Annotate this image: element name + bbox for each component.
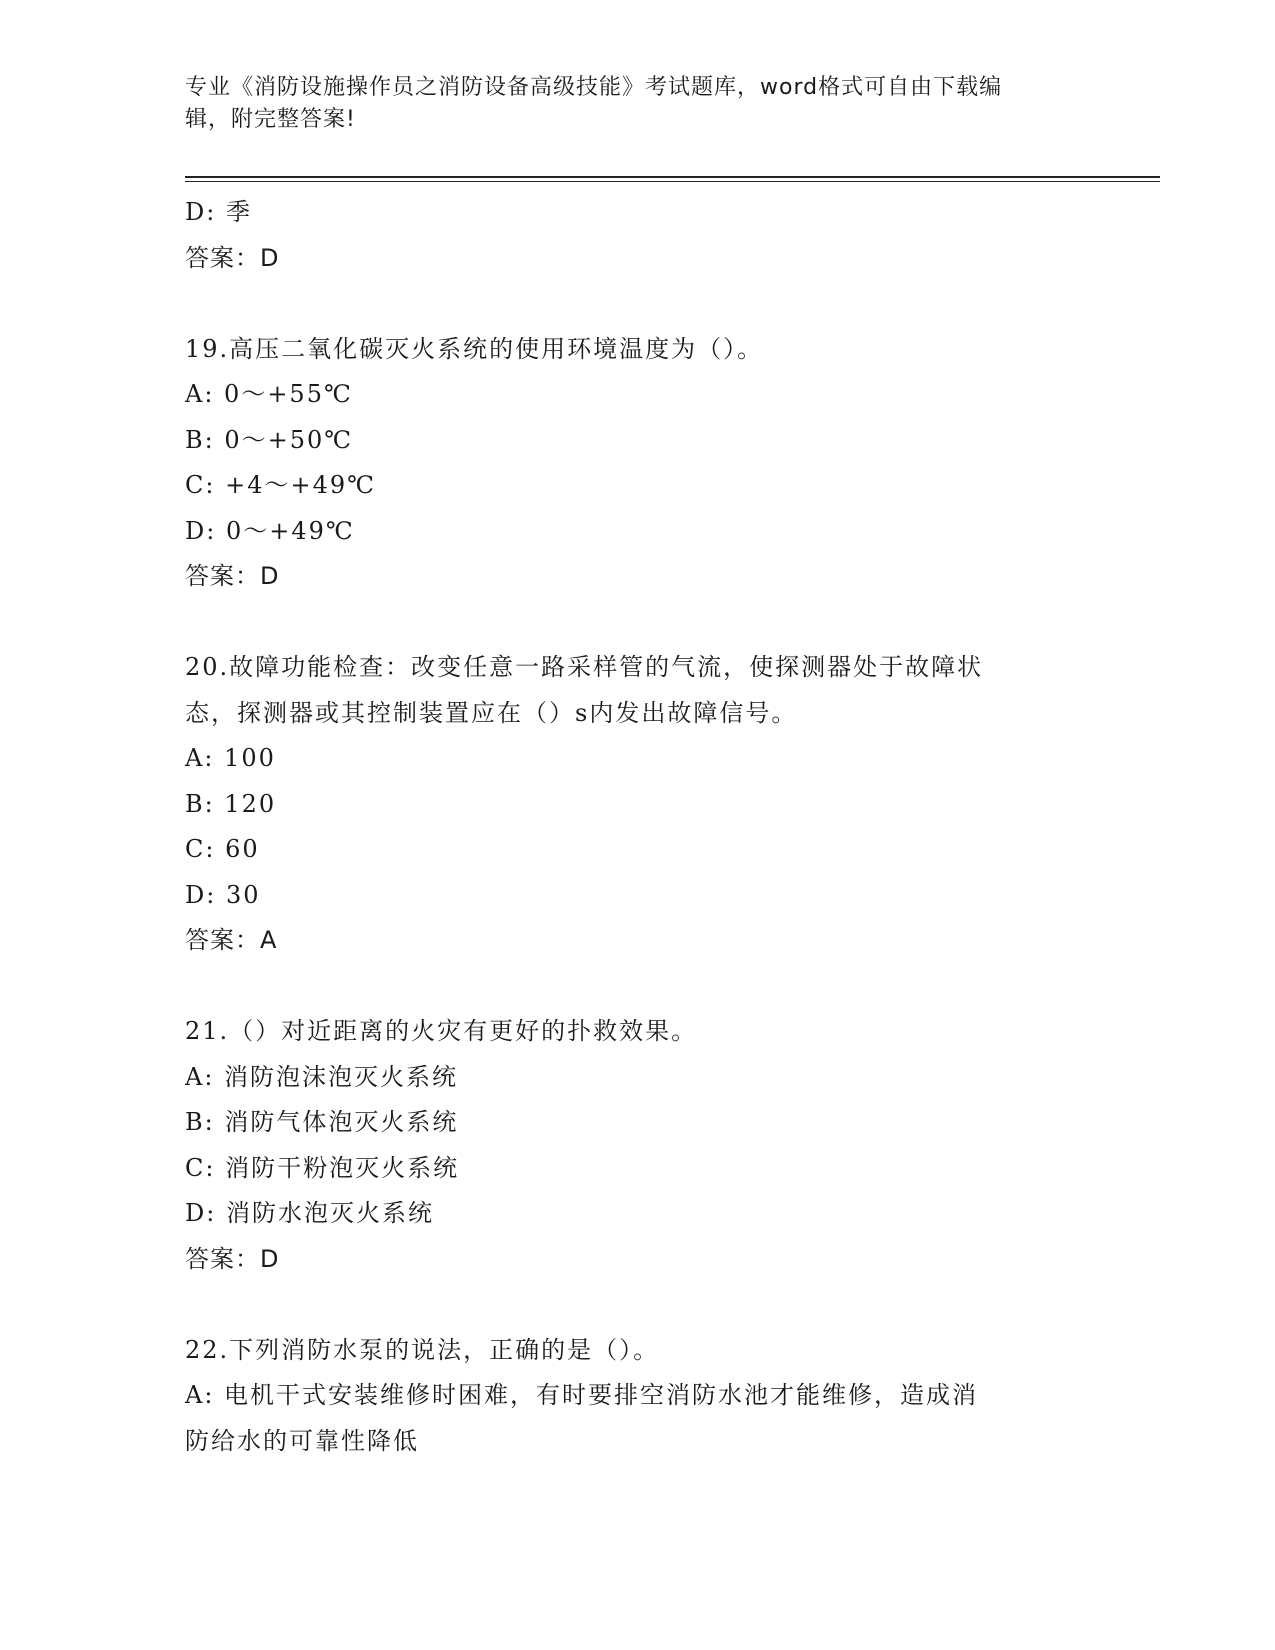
spacer — [185, 600, 1085, 646]
header-divider-thin — [185, 181, 1160, 182]
question-stem: 19.高压二氧化碳灭火系统的使用环境温度为（）。 — [185, 334, 764, 363]
option-c: C: 60 — [185, 835, 260, 863]
spacer — [185, 964, 1085, 1010]
option-a: A: 0～+55℃ — [185, 380, 353, 408]
question-21 — [185, 1009, 1085, 1282]
header-line-1: 专业《消防设施操作员之消防设备高级技能》考试题库，word格式可自由下载编 — [185, 75, 1003, 100]
question-22 — [185, 1328, 1085, 1465]
answer-line: 答案：D — [185, 243, 280, 272]
option-a: A: 消防泡沫泡灭火系统 — [185, 1062, 459, 1091]
question-stem: 21.（）对近距离的火灾有更好的扑救效果。 — [185, 1017, 698, 1045]
header-divider-thick — [185, 176, 1160, 178]
option-c: C: 消防干粉泡灭火系统 — [185, 1153, 460, 1182]
question-stem-continued: 态，探测器或其控制装置应在（）s内发出故障信号。 — [185, 698, 798, 727]
option-d: D: 季 — [185, 198, 252, 226]
option-c: C: +4～+49℃ — [185, 471, 376, 499]
option-a: A: 电机干式安装维修时困难，有时要排空消防水池才能维修，造成消 — [185, 1381, 979, 1409]
question-stem: 22.下列消防水泵的说法，正确的是（）。 — [185, 1335, 660, 1364]
question-list — [185, 190, 1085, 1464]
option-d: D: 消防水泡灭火系统 — [185, 1199, 434, 1227]
page-header — [185, 72, 1065, 136]
spacer — [185, 281, 1085, 327]
option-b: B: 0～+50℃ — [185, 425, 354, 454]
question-19 — [185, 327, 1085, 600]
option-a: A: 100 — [185, 744, 276, 772]
question-stem: 20.故障功能检查：改变任意一路采样管的气流，使探测器处于故障状 — [185, 653, 984, 681]
option-d: D: 0～+49℃ — [185, 516, 355, 545]
option-b: B: 消防气体泡灭火系统 — [185, 1108, 459, 1136]
answer-line: 答案：A — [185, 926, 278, 954]
answer-line: 答案：D — [185, 562, 280, 590]
header-line-2: 辑，附完整答案! — [185, 107, 356, 132]
option-d: D: 30 — [185, 880, 261, 909]
answer-line: 答案：D — [185, 1244, 280, 1273]
spacer — [185, 1282, 1085, 1328]
option-a-continued: 防给水的可靠性降低 — [185, 1426, 419, 1455]
question-20 — [185, 645, 1085, 964]
option-b: B: 120 — [185, 789, 277, 818]
